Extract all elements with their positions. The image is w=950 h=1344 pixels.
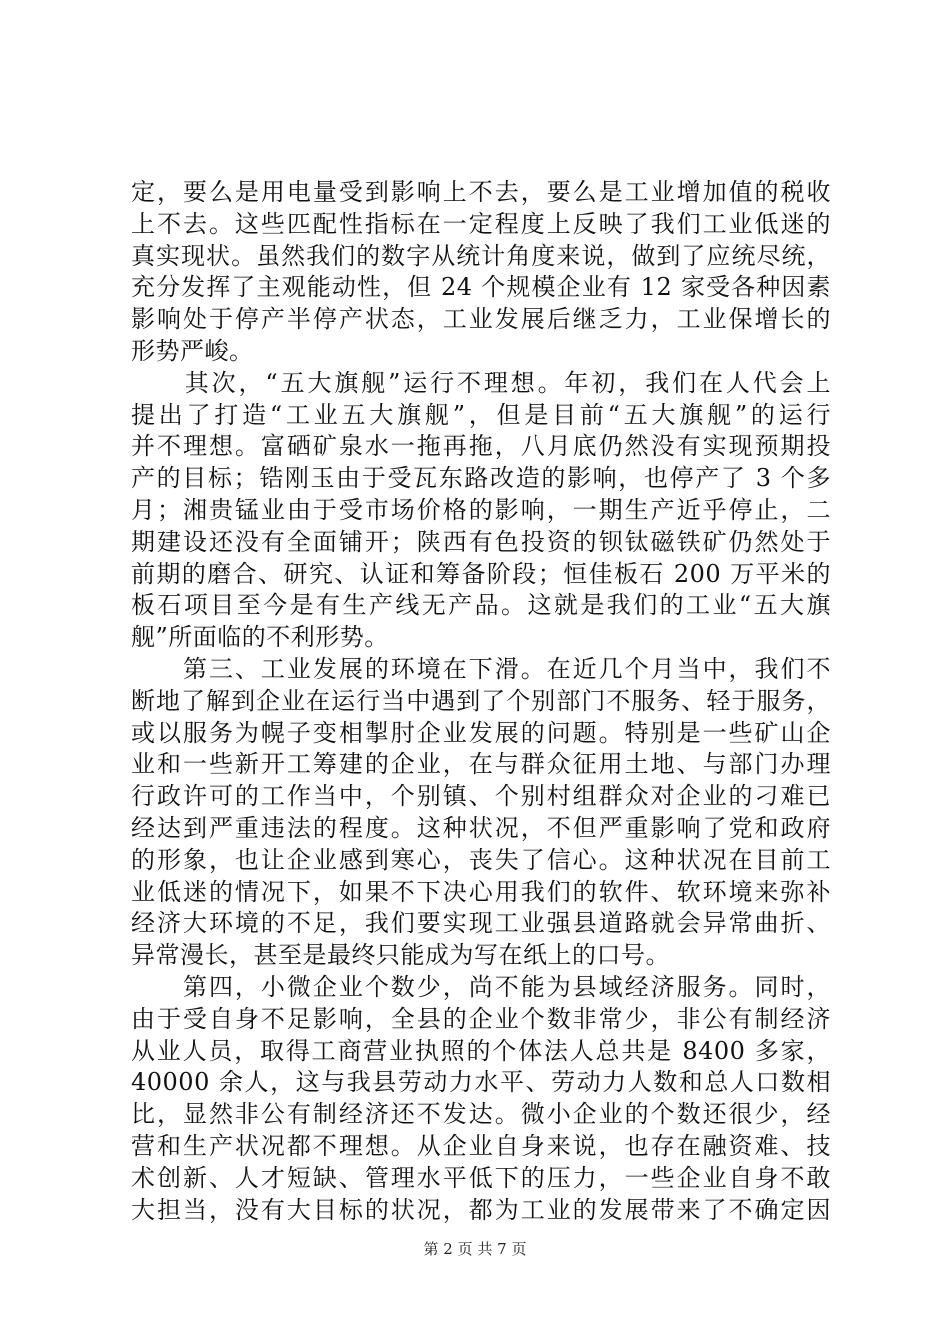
text-line: 从业人员，取得工商营业执照的个体法人总共是 8400 多家， <box>131 1036 831 1065</box>
text-line: 产的目标；锆刚玉由于受瓦东路改造的影响，也停产了 3 个多 <box>131 464 831 493</box>
text-line: 大担当，没有大目标的状况，都为工业的发展带来了不确定因 <box>131 1195 831 1224</box>
body-text <box>131 177 831 1226</box>
text-line: 真实现状。虽然我们的数字从统计角度来说，做到了应统尽统， <box>131 241 831 270</box>
text-line: 充分发挥了主观能动性，但 24 个规模企业有 12 家受各种因素 <box>131 273 831 302</box>
text-line: 由于受自身不足影响，全县的企业个数非常少，非公有制经济 <box>131 1004 831 1033</box>
text-line: 业和一些新开工筹建的企业，在与群众征用土地、与部门办理 <box>131 750 831 779</box>
text-line: 术创新、人才短缺、管理水平低下的压力，一些企业自身不敢 <box>131 1163 831 1192</box>
text-line: 异常漫长，甚至是最终只能成为写在纸上的口号。 <box>131 941 670 970</box>
page-number: 第 2 页 共 7 页 <box>423 1240 527 1258</box>
text-line: 舰”所面临的不利形势。 <box>131 623 389 652</box>
text-line: 形势严峻。 <box>131 336 254 365</box>
text-line: 其次，“五大旗舰”运行不理想。年初，我们在人代会上 <box>131 368 831 397</box>
text-line: 的形象，也让企业感到寒心，丧失了信心。这种状况在目前工 <box>131 845 831 874</box>
text-line: 影响处于停产半停产状态，工业发展后继乏力，工业保增长的 <box>131 305 831 334</box>
text-line: 月；湘贵锰业由于受市场价格的影响，一期生产近乎停止，二 <box>131 495 831 524</box>
page-footer <box>0 1238 950 1259</box>
text-line: 板石项目至今是有生产线无产品。这就是我们的工业“五大旗 <box>131 591 831 620</box>
text-line: 第四，小微企业个数少，尚不能为县域经济服务。同时， <box>131 972 831 1001</box>
text-line: 提出了打造“工业五大旗舰”，但是目前“五大旗舰”的运行 <box>131 400 831 429</box>
text-line: 断地了解到企业在运行当中遇到了个别部门不服务、轻于服务， <box>131 686 831 715</box>
text-line: 行政许可的工作当中，个别镇、个别村组群众对企业的刁难已 <box>131 782 831 811</box>
text-line: 业低迷的情况下，如果不下决心用我们的软件、软环境来弥补 <box>131 877 831 906</box>
text-line: 营和生产状况都不理想。从企业自身来说，也存在融资难、技 <box>131 1131 831 1160</box>
text-line: 经达到严重违法的程度。这种状况，不但严重影响了党和政府 <box>131 813 831 842</box>
text-line: 前期的磨合、研究、认证和筹备阶段；恒佳板石 200 万平米的 <box>131 559 831 588</box>
text-line: 比，显然非公有制经济还不发达。微小企业的个数还很少，经 <box>131 1100 831 1129</box>
text-line: 定，要么是用电量受到影响上不去，要么是工业增加值的税收 <box>131 178 831 206</box>
text-line: 并不理想。富硒矿泉水一拖再拖，八月底仍然没有实现预期投 <box>131 432 831 461</box>
text-line: 40000 余人，这与我县劳动力水平、劳动力人数和总人口数相 <box>131 1068 831 1097</box>
text-line: 第三、工业发展的环境在下滑。在近几个月当中，我们不 <box>131 654 831 683</box>
text-line: 上不去。这些匹配性指标在一定程度上反映了我们工业低迷的 <box>131 209 831 238</box>
text-line: 经济大环境的不足，我们要实现工业强县道路就会异常曲折、 <box>131 909 831 938</box>
text-line: 或以服务为幌子变相掣肘企业发展的问题。特别是一些矿山企 <box>131 718 831 747</box>
text-line: 期建设还没有全面铺开；陕西有色投资的钡钛磁铁矿仍然处于 <box>131 527 831 556</box>
